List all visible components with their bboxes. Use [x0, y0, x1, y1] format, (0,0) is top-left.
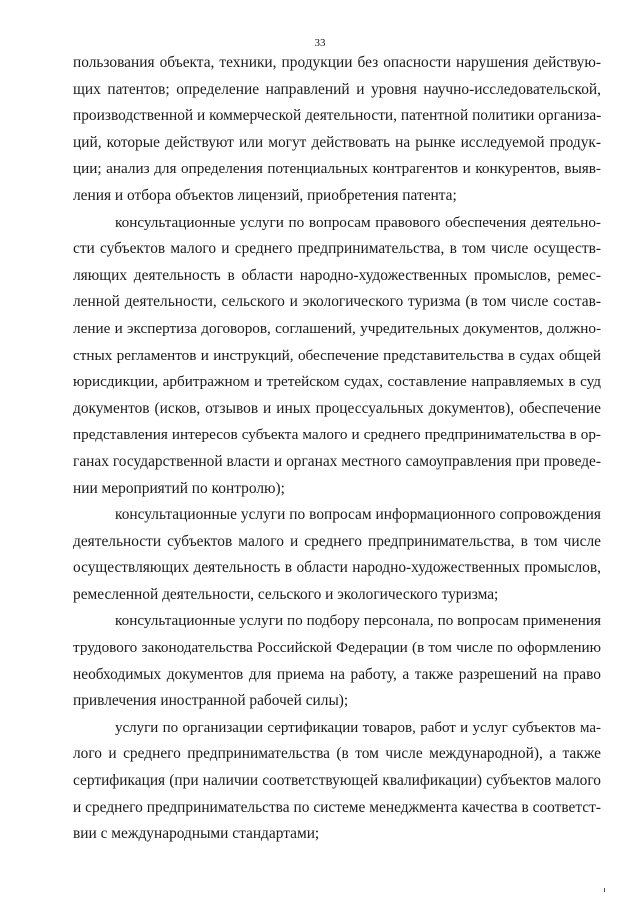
text-line: привлечения иностранной рабочей силы);: [73, 692, 349, 710]
text-line: ление и экспертиза договоров, соглашений, учредительных документов, должно-: [73, 319, 601, 337]
text-line: консультационные услуги по вопросам правового обеспечения деятельно-: [115, 213, 601, 231]
text-line: необходимых документов для приема на работу, а также разрешений на право: [73, 665, 601, 683]
page-number: 33: [314, 37, 326, 49]
text-line: щих патентов; определение направлений и уровня научно-исследовательской,: [73, 80, 601, 98]
text-line: деятельности субъектов малого и среднего предпринимательства, в том числе: [73, 532, 601, 550]
text-line: вии с международными стандартами;: [73, 825, 320, 843]
document-body: [73, 50, 601, 848]
text-line: ленной деятельности, сельского и экологического туризма (в том числе состав-: [73, 293, 601, 311]
text-line: сти субъектов малого и среднего предпринимательства, в том числе осуществ-: [73, 240, 601, 258]
text-line: и среднего предпринимательства по системе менеджмента качества в соответст-: [73, 798, 601, 816]
text-line: консультационные услуги по вопросам информационного сопровождения: [115, 506, 601, 524]
text-line: ганах государственной власти и органах местного самоуправления при проведе-: [73, 452, 601, 470]
text-line: осуществляющих деятельность в области народно-художественных промыслов,: [73, 559, 601, 577]
text-line: ления и отбора объектов лицензий, приобретения патента;: [73, 186, 457, 204]
text-line: нии мероприятий по контролю);: [73, 479, 285, 497]
paragraph: [73, 210, 601, 503]
text-line: ляющих деятельность в области народно-художественных промыслов, ремес-: [73, 266, 601, 284]
text-line: консультационные услуги по подбору персонала, по вопросам применения: [115, 612, 601, 630]
text-line: трудового законодательства Российской Федерации (в том числе по оформлению: [73, 639, 601, 657]
text-line: лого и среднего предпринимательства (в том числе международной), а также: [73, 745, 601, 763]
text-line: представления интересов субъекта малого и среднего предпринимательства в ор-: [73, 426, 601, 444]
text-line: стных регламентов и инструкций, обеспечение представительства в судах общей: [73, 346, 601, 364]
text-line: производственной и коммерческой деятельности, патентной политики организа-: [73, 107, 602, 125]
scan-mark: [604, 888, 605, 892]
text-line: услуги по организации сертификации товаров, работ и услуг субъектов ма-: [115, 719, 601, 736]
text-line: пользования объекта, техники, продукции без опасности нарушения действую-: [73, 54, 601, 71]
paragraph: [73, 608, 601, 714]
text-line: сертификация (при наличии соответствующей квалификации) субъектов малого: [73, 772, 601, 790]
text-line: документов (исков, отзывов и иных процессуальных документов), обеспечение: [73, 399, 601, 417]
paragraph: [73, 502, 601, 608]
paragraph: [73, 715, 601, 848]
text-line: ремесленной деятельности, сельского и экологического туризма;: [73, 585, 499, 603]
text-line: юрисдикции, арбитражном и третейском судах, составление направляемых в суд: [73, 373, 601, 391]
paragraph: [73, 50, 601, 210]
text-line: ций, которые действуют или могут действовать на рынке исследуемой продук-: [73, 133, 601, 151]
text-line: ции; анализ для определения потенциальных контрагентов и конкурентов, выяв-: [73, 160, 601, 178]
